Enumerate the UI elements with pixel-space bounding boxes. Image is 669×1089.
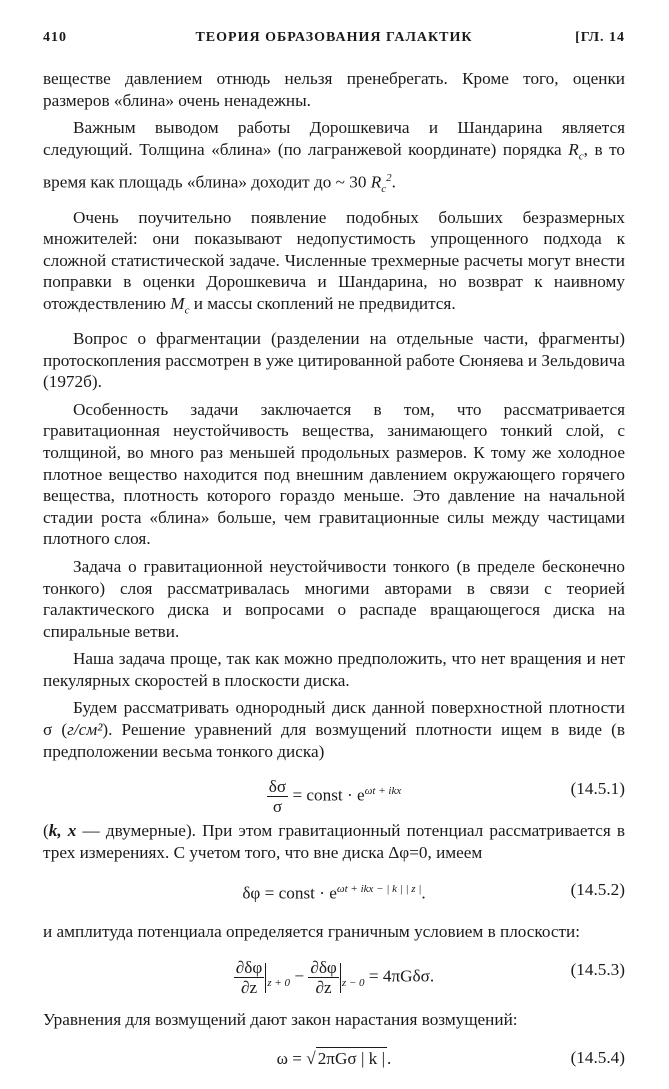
- paragraph-8: Будем рассматривать однородный диск данной поверхностной плотности σ (г/см²). Решение уравнений для возмущений плотности ищем в виде (в предположении весьма тонкого диска): [43, 698, 625, 761]
- paragraph-6: Задача о гравитационной неустойчивости тонкого (в пределе бесконечно тонкого) слоя рассматривалась многими авторами в связи с теорией галактического диска и вопросами о распаде вращающегося диска на спиральные ветви.: [43, 556, 625, 641]
- paragraph-4: Вопрос о фрагментации (разделении на отдельные части, фрагменты) протоскопления рассмотрен в уже цитированной работе Сюняева и Зельдовича (1972б).: [43, 328, 625, 392]
- symbol-M: M: [170, 293, 185, 313]
- equation-14-5-1: $\frac{\delta\sigma}{\sigma}$ = const · $e^{\omega t + ikx}$ (14.5.1): [268, 777, 625, 817]
- chapter-label: [ГЛ. 14: [575, 30, 625, 45]
- symbol-c-subscript: c: [184, 304, 190, 317]
- equation-14-5-2: δφ = const · $e^{\omega t + ikx - | k | | z |}$. (14.5.2): [242, 880, 625, 904]
- unit-label: г/см²: [67, 720, 103, 740]
- equation-14-5-3: $\frac{\partial\delta\varphi}{\partial z}$ $_{z + 0}$ − $\frac{\partial\delta\varphi}{\partial z}$ $_{z - 0}$ = 4πGδσ. (14.5.3): [235, 958, 625, 998]
- paragraph-10: и амплитуда потенциала определяется граничным условием в плоскости:: [43, 922, 581, 942]
- page-body: [43, 68, 625, 1089]
- symbol-c-subscript: c: [381, 182, 387, 195]
- symbol-R: R: [568, 139, 579, 159]
- equation-number: (14.5.4): [570, 1047, 625, 1067]
- equation-14-5-4: ω = √ 2πGσ | k | . (14.5.4): [276, 1047, 625, 1068]
- equation-number: (14.5.1): [570, 779, 625, 799]
- sqrt-icon: √: [306, 1048, 316, 1068]
- symbol-square: 2: [386, 171, 392, 184]
- paragraph-3: Очень поучительно появление подобных больших безразмерных множителей: они показывают недопустимость упрощенного подхода к сложной статистической задаче. Численные трехмерные расчеты могут внести поправки в оценки Дорошкевича и Шандарина, но возврат к наивному отождествлению $M_c$ и массы скоплений не предвидится.: [43, 207, 625, 317]
- running-header: [43, 30, 625, 50]
- equation-number: (14.5.3): [570, 960, 625, 980]
- paragraph-9: (k, x — двумерные). При этом гравитационный потенциал рассматривается в трех измерениях. С учетом того, что вне диска Δφ=0, имеем: [43, 821, 625, 862]
- equation-number: (14.5.2): [570, 880, 625, 900]
- page-number: 410: [43, 30, 67, 45]
- running-title: ТЕОРИЯ ОБРАЗОВАНИЯ ГАЛАКТИК: [195, 30, 473, 45]
- paragraph-7: Наша задача проще, так как можно предположить, что нет вращения и нет пекулярных скоростей в плоскости диска.: [43, 649, 625, 690]
- symbol-k-x: k, x: [48, 821, 77, 841]
- paragraph-5: Особенность задачи заключается в том, что рассматривается гравитационная неустойчивость вещества, занимающего тонкий слой, с толщиной, во много раз меньшей продольных размеров. К тому же холодное плотное вещество находится под внешним давлением окружающего горячего вещества, плотность которого гораздо меньше. Это давление на начальной стадии роста «блина» больше, чем гравитационные силы между частицами плотного слоя.: [43, 399, 625, 549]
- symbol-R: R: [370, 172, 382, 192]
- paragraph-11: Уравнения для возмущений дают закон нарастания возмущений:: [43, 1010, 518, 1030]
- symbol-c-subscript: c: [578, 150, 584, 163]
- paragraph-2: Важным выводом работы Дорошкевича и Шандарина является следующий. Толщина «блина» (по лагранжевой координате) порядка $R_c$, в то время как площадь «блина» доходит до ~ 30 $R_c^2$.: [43, 118, 625, 195]
- paragraph-1: веществе давлением отнюдь нельзя пренебрегать. Кроме того, оценки размеров «блина» очень ненадежны.: [43, 69, 625, 110]
